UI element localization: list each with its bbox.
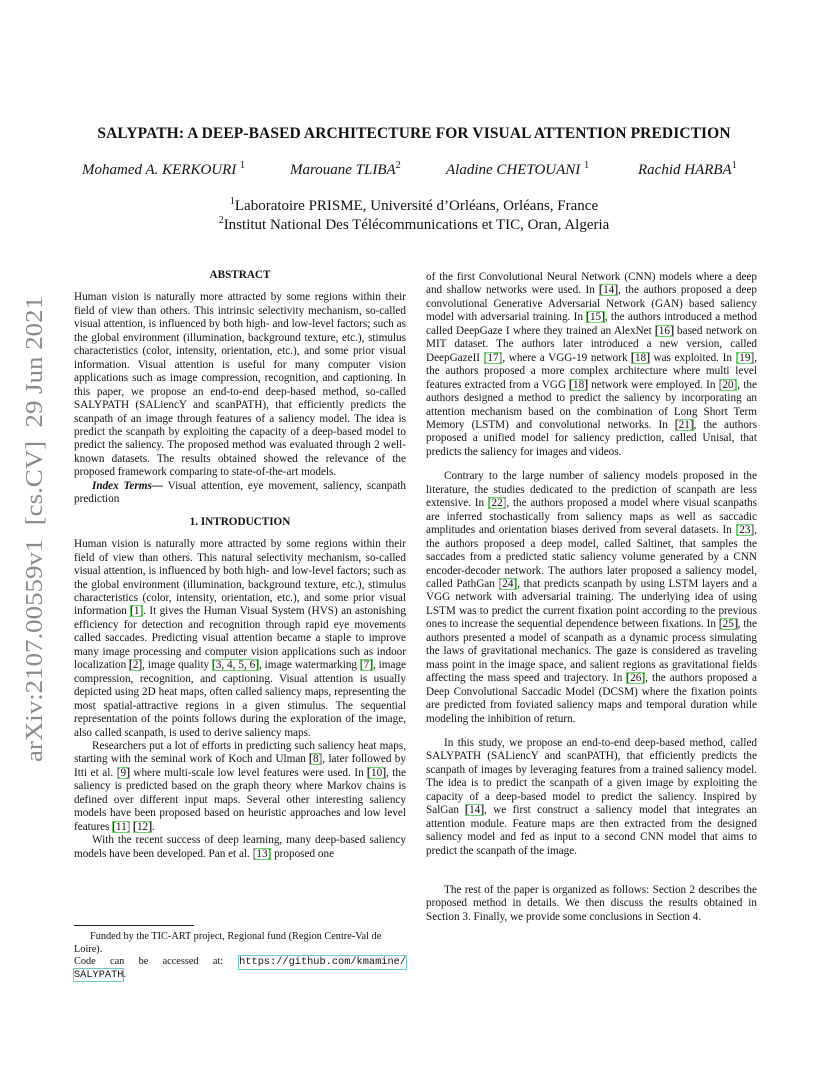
funding-footnote: Funded by the TIC-ART project, Regional fund (Region Centre-Val de Loire). (74, 931, 382, 955)
arxiv-id: arXiv:2107.00559v1 [cs.CV] 29 Jun 2021 (21, 337, 48, 762)
citation-link[interactable]: [18] (631, 351, 650, 364)
right-paragraph-1: of the first Convolutional Neural Network (CNN) models where a deep and shallow networks were used. In [14], the authors proposed a deep convolutional Generative Adversarial Network (GAN) based saliency model with adversarial training. In [15], the authors introduced a method called DeepGaze I where they trained an AlexNet [16] based network on MIT dataset. The authors later introduced a new version, called DeepGazeII [17], where a VGG-19 network [18] was exploited. In [19], the authors proposed a more complex architecture where multi level features extracted from a VGG [18] network were employed. In [20], the authors designed a method to predict the saliency by incorporating an attention mechanism based on the combination of Long Short Term Memory (LSTM) and convolutional networks. In [21], the authors proposed a unified model for saliency prediction, called Unisal, that predicts the saliency for images and videos. (426, 271, 758, 458)
index-terms: Index Terms— Visual attention, eye movement, saliency, scanpath prediction (74, 479, 406, 506)
author-1: Mohamed A. KERKOURI $^1$ (82, 160, 246, 178)
code-footnote (74, 956, 406, 969)
citation-link[interactable]: [20] (718, 378, 738, 391)
citation-link[interactable]: [10] (367, 766, 386, 779)
citation-link[interactable]: [23] (735, 524, 755, 537)
right-paragraph-4: The rest of the paper is organized as follows: Section 2 describes the proposed method in details. We then discuss the results obtained in Section 3. Finally, we provide some conclusions in Section 4. (426, 884, 757, 923)
citation-link[interactable]: [14] (599, 284, 618, 297)
citation-link[interactable]: [26] (626, 672, 646, 685)
citation-link[interactable]: [18] (569, 378, 588, 391)
citation-link[interactable]: [7] (359, 659, 373, 672)
abstract-text: Human vision is naturally more attracted by some regions within their field of view than others. This intrinsic selectivity mechanism, so-called visual attention, is influenced by both high- and low-level factors; such as the global environment (illumination, background texture, etc.), stimulus characteristics (color, intensity, orientation, etc.), and some prior visual information. Visual attention is useful for many computer vision applications such as image compression, recognition, and captioning. In this paper, we propose an end-to-end deep-based method, so-called SALYPATH (SALiencY and scanPATH), that efficiently predicts the scanpath of an image through features of a saliency model. The idea is predict the scanpath by exploiting the capacity of a deep-based model to predict the saliency. The proposed method was evaluated through 2 well-known datasets. The results obtained showed the relevance of the proposed framework comparing to state-of-the-art models. (74, 291, 406, 479)
arxiv-stamp (10, 290, 52, 770)
footnotes: Funded by the TIC-ART project, Regional fund (Region Centre-Val de Loire). Code can be accessed at: https://github.com/kmamine/ SALYPATH. (74, 925, 406, 981)
citation-link[interactable]: [25] (718, 618, 738, 631)
author-list (0, 160, 828, 184)
affiliation-2: $^2$Institut National Des Télécommunications et TIC, Oran, Algeria (218, 215, 610, 233)
right-column (426, 271, 757, 924)
right-paragraph-3: In this study, we propose an end-to-end deep-based method, called SALYPATH (SALiencY and scanPATH), that efficiently predicts the scanpath of images by leveraging features from a trained saliency model. The idea is to predict the scanpath of a given image by exploiting the capacity of a deep-based model to predict the saliency. Inspired by SalGan [14], we first construct a saliency model that integrates an attention module. Feature maps are then extracted from the designed saliency model and fed as input to a second CNN model that aims to predict the scanpath of the image. (426, 736, 758, 857)
citation-link[interactable]: [17] (483, 351, 503, 364)
citation-link[interactable]: [2] (129, 659, 143, 672)
footnote-rule (74, 925, 194, 926)
citation-link[interactable]: [8] (309, 753, 323, 766)
github-link-continued[interactable]: SALYPATH (74, 968, 124, 981)
citation-link[interactable]: [14] (465, 804, 484, 817)
citation-link[interactable]: [19] (735, 351, 755, 364)
intro-paragraph-3: With the recent success of deep learning, many deep-based saliency models have been developed. Pan et al. [13] proposed one (74, 834, 406, 860)
citation-link[interactable]: [11] (112, 820, 131, 833)
author-3: Aladine CHETOUANI $^1$ (446, 160, 590, 178)
paper-title: SALYPATH: A DEEP-BASED ARCHITECTURE FOR VISUAL ATTENTION PREDICTION (97, 125, 731, 142)
intro-heading: 1. INTRODUCTION (189, 515, 291, 528)
right-paragraph-2: Contrary to the large number of saliency models proposed in the literature, the studies dedicated to the prediction of scanpath are less extensive. In [22], the authors proposed a model where visual scanpaths are inferred stochastically from saliency maps as well as saccadic amplitudes and orientation biases derived from several datasets. In [23], the authors proposed a deep model, called Saltinet, that samples the saccades from a predicted static saliency volume generated by a CNN encoder-decoder network. The authors later proposed a saliency model, called PathGan [24], that predicts scanpath by using LSTM layers and a VGG network with adversarial training. The underlying idea of using LSTM was to predict the current fixation point according to the previous ones to increase the sequential dependence between fixations. In [25], the authors presented a model of scanpath as a dynamic process simulating the laws of gravitational mechanics. The gaze is considered as traveling mass point in the image space, and salient regions as gravitational fields affecting the mass speed and trajectory. In [26], the authors proposed a Deep Convolutional Saccadic Model (DCSM) where the fixation points are predicted from foviated saliency maps and temporal duration while modeling the inhibition of return. (426, 470, 758, 725)
citation-link[interactable]: [3, 4, 5, 6] (212, 659, 259, 672)
citation-link[interactable]: [1] (130, 605, 144, 618)
citation-link[interactable]: [21] (674, 418, 694, 431)
citation-link[interactable]: [13] (252, 847, 272, 860)
affiliation-1: $^1$Laboratoire PRISME, Université d’Orléans, Orléans, France (229, 196, 599, 214)
citation-link[interactable]: [9] (116, 766, 130, 779)
author-2: Marouane TLIBA$^2$ (290, 160, 401, 178)
citation-link[interactable]: [15] (586, 311, 605, 324)
intro-paragraph-1: Human vision is naturally more attracted by some regions within their field of view than others. This natural selectivity mechanism, so-called visual attention, is influenced by both high- and low-level factors; such as the global environment (illumination, background texture, etc.), stimulus characteristics (color, intensity, orientation, etc.), and some prior visual information [1]. It gives the Human Visual System (HVS) an astonishing efficiency for detection and recognition through rapid eye movements called saccades. Predicting visual attention became a staple to improve many image processing and computer vision applications such as indoor localization [2], image quality [3, 4, 5, 6], image watermarking [7], image compression, recognition, and captioning. Visual attention is usually depicted using 2D heat maps, often called saliency maps, representing the most spatial-attractive regions in a given stimulus. The sequential representation of the points follows during the exploration of the image, also called scanpath, is used to derive saliency maps. (74, 538, 406, 739)
citation-link[interactable]: [24] (498, 577, 518, 590)
code-label: Code can be accessed at: (74, 956, 224, 968)
author-4: Rachid HARBA$^1$ (638, 160, 737, 178)
abstract-heading: ABSTRACT (209, 269, 271, 281)
github-link[interactable]: https://github.com/kmamine/ (239, 956, 406, 969)
citation-link[interactable]: [16] (655, 324, 674, 337)
intro-paragraph-2: Researchers put a lot of efforts in predicting such saliency heat maps, starting with the seminal work of Koch and Ulman [8], later followed by Itti et al. [9] where multi-scale low level features were used. In [10], the saliency is predicted based on the graph theory where Markov chains is defined over different input maps. Several other interesting saliency models have been proposed based on heuristic approaches and low level features [11] [12]. (74, 739, 406, 833)
citation-link[interactable]: [22] (487, 497, 507, 510)
citation-link[interactable]: [12] (133, 820, 152, 833)
left-column (74, 269, 406, 861)
